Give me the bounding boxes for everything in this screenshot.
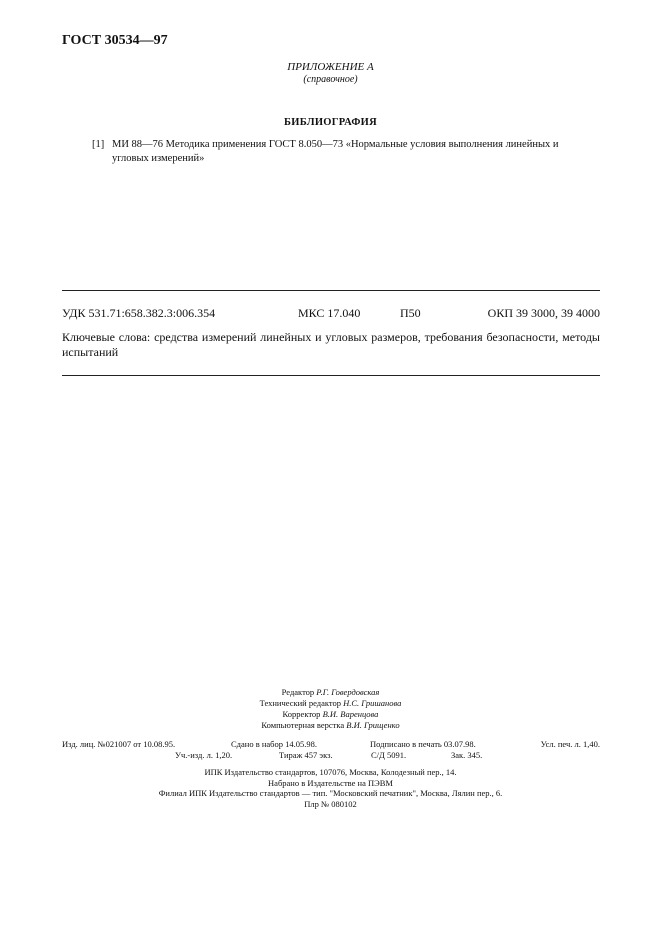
credit-name: Р.Г. Говердовская [316,687,380,697]
credit-proofreader [0,709,661,720]
imprint-line2: Набрано в Издательстве на ПЭВМ [268,777,393,788]
pub-order: Зак. 345. [451,750,483,760]
udk-code: УДК 531.71:658.382.3:006.354 [62,306,216,320]
bibliography-item-text: МИ 88—76 Методика применения ГОСТ 8.050—73 «Нормальные условия выполнения линейных и [112,139,559,150]
bibliography-item [92,138,602,166]
pub-sheets: Уч.-изд. л. 1,20. [175,750,233,760]
okp-code: ОКП 39 3000, 39 4000 [487,306,600,320]
pub-sd: С/Д 5091. [371,750,407,760]
credit-role: Компьютерная верстка [261,720,345,730]
imprint [0,767,661,809]
credit-tech-editor [0,698,661,709]
credit-layout [0,720,661,731]
credit-name: В.И. Варенцова [322,709,379,719]
divider-bottom [62,375,600,376]
credits [0,687,661,731]
pub-print-sheets: Усл. печ. л. 1,40. [540,739,600,749]
divider-top [62,290,600,291]
bibliography-item-number: [1] [92,139,105,150]
pub-circulation: Тираж 457 экз. [279,750,333,760]
group-code: П50 [400,306,421,320]
credit-role: Корректор [282,709,321,719]
credit-editor [0,687,661,698]
keywords: Ключевые слова: средства измерений линейных и угловых размеров, требования безопасности, методы испытаний [62,330,600,359]
appendix-note: (справочное) [303,74,358,85]
credit-role: Технический редактор [259,698,341,708]
pub-sent-to-set: Сдано в набор 14.05.98. [231,739,317,749]
bibliography-title: БИБЛИОГРАФИЯ [284,117,377,128]
imprint-line3: Филиал ИПК Издательство стандартов — тип. "Московский печатник", Москва, Лялин пер., 6. [158,788,503,798]
credit-name: В.И. Грищенко [346,720,400,730]
imprint-line1: ИПК Издательство стандартов, 107076, Москва, Колодезный пер., 14. [204,767,457,777]
credit-name: Н.С. Гришанова [343,698,402,708]
credit-role: Редактор [281,687,315,697]
bibliography-item-line1 [92,138,602,152]
mks-code: МКС 17.040 [298,306,361,320]
bibliography-item-line2: угловых измерений» [112,153,205,164]
appendix-title: ПРИЛОЖЕНИЕ А [287,61,374,73]
pub-license: Изд. лиц. №021007 от 10.08.95. [62,739,176,749]
imprint-line4: Плр № 080102 [304,798,357,809]
pub-signed-to-print: Подписано в печать 03.07.98. [370,739,476,749]
document-code: ГОСТ 30534—97 [62,33,168,48]
